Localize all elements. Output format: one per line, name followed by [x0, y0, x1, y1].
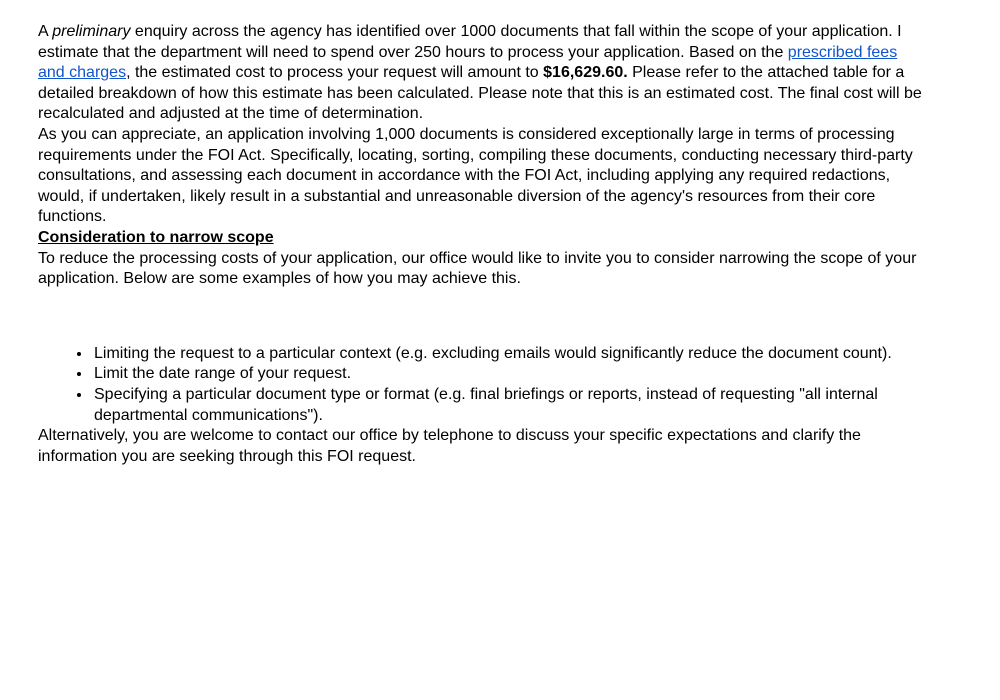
intro-text-lead: A — [38, 23, 53, 40]
intro-text-tail: Please refer to the attached table for a detailed breakdown of how this estimate has been calculated. Please note that this is an estimated cost. The final cost will be recalculated and adjusted at the time of determination. — [38, 64, 922, 123]
intro-paragraph — [38, 22, 924, 125]
preliminary-italic-word: preliminary — [52, 23, 131, 40]
narrowing-options-list — [38, 344, 924, 426]
fees-charges-link[interactable]: prescribed fees and charges — [38, 43, 898, 82]
cost-amount: $16,629.60. — [543, 64, 628, 82]
reduce-costs-paragraph: To reduce the processing costs of your application, our office would like to invite you to consider narrowing the scope of your application. Below are some examples of how you may achieve this. — [38, 249, 917, 288]
list-item: • Limit the date range of your request. — [92, 364, 924, 385]
narrow-scope-heading: Consideration to narrow scope — [38, 228, 274, 246]
list-item: • Specifying a particular document type or format (e.g. final briefings or reports, instead of requesting "all internal departmental communications"). — [92, 385, 924, 426]
intro-text-mid1: enquiry across the agency has identified over 1000 documents that fall within the scope of your application. I estimate that the department will need to spend over 250 hours to process your application. Based on the — [38, 23, 902, 61]
scope-size-paragraph: As you can appreciate, an application involving 1,000 documents is considered exceptionally large in terms of processing requirements under the FOI Act. Specifically, locating, sorting, compiling these documents, conducting necessary third-party consultations, and assessing each document in accordance with the FOI Act, including applying any required redactions, would, if undertaken, likely result in a substantial and unreasonable diversion of the agency's resources from their core functions. — [38, 125, 913, 226]
intro-text-mid2: , the estimated cost to process your request will amount to — [126, 64, 544, 82]
list-item: • Limiting the request to a particular context (e.g. excluding emails would significantly reduce the document count). — [92, 344, 924, 365]
closing-paragraph: Alternatively, you are welcome to contact our office by telephone to discuss your specific expectations and clarify the information you are seeking through this FOI request. — [38, 427, 861, 465]
